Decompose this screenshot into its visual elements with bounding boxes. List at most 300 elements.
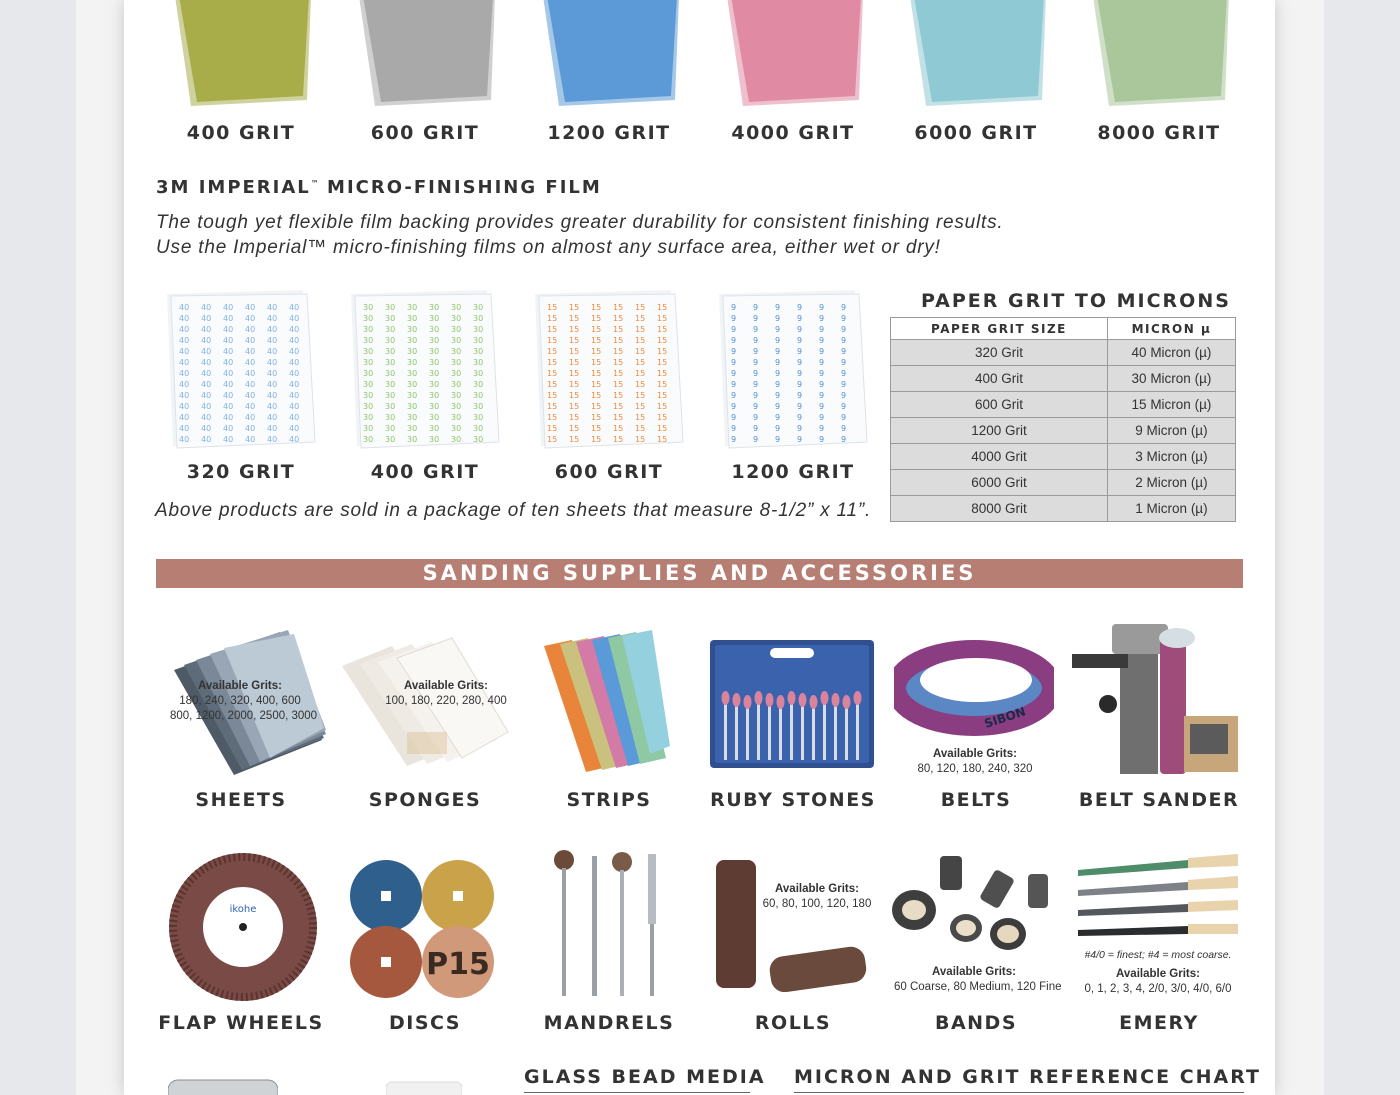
svg-text:40: 40 [223,369,234,378]
svg-text:40: 40 [223,391,234,400]
svg-text:40: 40 [267,413,278,422]
svg-text:40: 40 [179,347,190,356]
svg-text:15: 15 [613,380,624,389]
svg-text:30: 30 [385,358,396,367]
svg-text:30: 30 [429,413,440,422]
svg-text:9: 9 [775,369,781,378]
svg-text:30: 30 [473,391,484,400]
micron-cell: 1 Micron (µ) [1107,496,1235,522]
svg-text:15: 15 [547,325,558,334]
svg-text:9: 9 [775,358,781,367]
svg-text:30: 30 [473,369,484,378]
svg-text:9: 9 [775,413,781,422]
top-sheet-label: 8000 GRIT [1097,122,1221,144]
top-sheet-label: 400 GRIT [186,122,296,144]
film-sheet-image[interactable] [347,290,503,450]
svg-text:40: 40 [223,347,234,356]
svg-text:40: 40 [245,435,256,444]
top-sheet-image[interactable] [345,0,505,106]
svg-text:40: 40 [223,413,234,422]
accessory-label[interactable]: SHEETS [195,789,287,811]
svg-text:30: 30 [429,380,440,389]
svg-text:15: 15 [547,358,558,367]
svg-text:15: 15 [591,369,602,378]
svg-text:15: 15 [635,358,646,367]
svg-text:30: 30 [407,336,418,345]
accessory-label[interactable]: SPONGES [368,789,482,811]
svg-text:9: 9 [797,369,803,378]
svg-text:9: 9 [753,303,759,312]
svg-text:30: 30 [363,369,374,378]
svg-text:9: 9 [731,435,737,444]
flap-wheels-image[interactable] [168,852,318,1002]
svg-text:40: 40 [267,391,278,400]
svg-text:15: 15 [591,314,602,323]
svg-text:9: 9 [731,347,737,356]
svg-text:15: 15 [613,358,624,367]
svg-text:15: 15 [635,303,646,312]
svg-text:30: 30 [407,369,418,378]
svg-text:40: 40 [289,336,300,345]
partial-product-image-left [168,1070,278,1095]
top-sheet-label: 600 GRIT [370,122,480,144]
svg-text:40: 40 [245,402,256,411]
svg-text:9: 9 [731,358,737,367]
svg-text:40: 40 [223,424,234,433]
grit-table-title: PAPER GRIT TO MICRONS [921,290,1231,312]
accessory-label[interactable]: RUBY STONES [710,789,876,811]
micron-cell: 9 Micron (µ) [1107,418,1235,444]
svg-text:30: 30 [429,336,440,345]
svg-text:15: 15 [591,303,602,312]
svg-text:9: 9 [797,413,803,422]
svg-text:30: 30 [363,402,374,411]
svg-text:40: 40 [223,380,234,389]
svg-text:30: 30 [473,358,484,367]
svg-text:9: 9 [841,336,847,345]
grit-size-cell: 600 Grit [891,392,1108,418]
film-label: 600 GRIT [554,461,664,483]
svg-text:40: 40 [289,325,300,334]
rolls-available-grits: Available Grits: 60, 80, 100, 120, 180 [762,883,872,910]
film-sheet-image[interactable] [531,290,687,450]
svg-text:40: 40 [201,435,212,444]
svg-text:40: 40 [267,402,278,411]
belts-brand-text: SIBON [982,704,1028,731]
svg-text:9: 9 [819,380,825,389]
belt-sander-image[interactable] [1072,624,1238,778]
svg-text:9: 9 [775,424,781,433]
accessory-label[interactable]: ROLLS [754,1012,832,1034]
rolls-image[interactable] [714,856,878,992]
svg-text:30: 30 [451,314,462,323]
svg-text:9: 9 [797,380,803,389]
film-label: 1200 GRIT [731,461,855,483]
svg-text:30: 30 [385,325,396,334]
partial-product-image-jar [386,1078,462,1095]
svg-text:15: 15 [613,336,624,345]
svg-text:30: 30 [385,413,396,422]
svg-text:30: 30 [407,402,418,411]
svg-text:40: 40 [289,347,300,356]
svg-text:40: 40 [289,314,300,323]
svg-text:9: 9 [841,314,847,323]
svg-text:15: 15 [657,413,668,422]
micron-cell: 3 Micron (µ) [1107,444,1235,470]
svg-text:9: 9 [731,303,737,312]
svg-text:9: 9 [775,380,781,389]
svg-text:40: 40 [179,303,190,312]
svg-text:40: 40 [245,358,256,367]
svg-text:40: 40 [245,347,256,356]
top-sheet-image[interactable] [713,0,873,106]
svg-text:30: 30 [363,336,374,345]
top-sheet-image[interactable] [161,0,321,106]
svg-text:15: 15 [547,369,558,378]
svg-text:15: 15 [591,336,602,345]
svg-text:40: 40 [179,391,190,400]
belts-available-grits: Available Grits: 80, 120, 180, 240, 320 [917,748,1033,775]
svg-text:30: 30 [363,424,374,433]
svg-text:15: 15 [613,369,624,378]
accessory-label[interactable]: BELTS [940,789,1012,811]
svg-text:15: 15 [569,402,580,411]
accessory-label[interactable]: BELT SANDER [1078,789,1240,811]
svg-text:9: 9 [775,336,781,345]
svg-text:40: 40 [267,325,278,334]
svg-text:40: 40 [289,380,300,389]
svg-text:15: 15 [657,303,668,312]
svg-text:9: 9 [797,336,803,345]
svg-text:30: 30 [429,402,440,411]
svg-text:40: 40 [289,358,300,367]
grit-size-cell: 400 Grit [891,366,1108,392]
svg-text:30: 30 [407,303,418,312]
grit-table-row [891,496,1236,522]
svg-text:30: 30 [407,358,418,367]
ruby-stones-image[interactable] [710,640,874,770]
belts-image[interactable] [894,636,1054,746]
svg-text:15: 15 [569,391,580,400]
svg-text:9: 9 [819,336,825,345]
svg-text:15: 15 [569,369,580,378]
svg-text:40: 40 [201,402,212,411]
svg-text:40: 40 [201,303,212,312]
bands-image[interactable] [890,852,1050,956]
emery-grit-note: #4/0 = finest; #4 = most coarse. [1084,949,1232,961]
svg-text:9: 9 [797,303,803,312]
svg-text:30: 30 [429,303,440,312]
svg-text:30: 30 [429,347,440,356]
svg-text:9: 9 [797,347,803,356]
film-section-title: 3M IMPERIAL™ MICRO-FINISHING FILM [156,177,602,198]
accessory-label[interactable]: MANDRELS [543,1012,675,1034]
svg-text:15: 15 [657,424,668,433]
svg-text:40: 40 [245,391,256,400]
svg-text:30: 30 [385,402,396,411]
flap-wheel-brand-text: ikohe [229,904,257,915]
top-sheet-image[interactable] [529,0,689,106]
svg-text:30: 30 [407,413,418,422]
svg-text:30: 30 [429,325,440,334]
top-sheet-label: 1200 GRIT [547,122,671,144]
svg-text:15: 15 [591,424,602,433]
film-label: 320 GRIT [186,461,296,483]
film-description-line-1: The tough yet flexible film backing provides greater durability for consistent finishing results. [156,212,1004,233]
svg-text:40: 40 [267,336,278,345]
svg-text:15: 15 [547,391,558,400]
svg-text:9: 9 [797,435,803,444]
svg-text:40: 40 [245,380,256,389]
svg-text:40: 40 [201,325,212,334]
svg-text:9: 9 [753,380,759,389]
top-sheet-image[interactable] [896,0,1056,106]
svg-text:9: 9 [797,358,803,367]
emery-image[interactable] [1078,852,1238,942]
svg-text:15: 15 [591,402,602,411]
svg-text:40: 40 [201,336,212,345]
svg-text:9: 9 [841,391,847,400]
svg-text:15: 15 [569,347,580,356]
svg-text:30: 30 [407,347,418,356]
accessory-label[interactable]: FLAP WHEELS [158,1012,324,1034]
svg-text:30: 30 [473,424,484,433]
grit-table-row [891,366,1236,392]
emery-available-grits: Available Grits: 0, 1, 2, 3, 4, 2/0, 3/0, 4/0, 6/0 [1084,968,1232,995]
svg-text:30: 30 [407,325,418,334]
svg-text:9: 9 [819,347,825,356]
svg-text:40: 40 [289,424,300,433]
svg-text:40: 40 [179,369,190,378]
svg-text:15: 15 [613,435,624,444]
svg-text:30: 30 [451,380,462,389]
grit-table-row [891,470,1236,496]
grit-table-header-micron: MICRON µ [1107,318,1235,340]
accessory-label[interactable]: STRIPS [566,789,652,811]
svg-text:40: 40 [179,402,190,411]
film-sheet-image[interactable] [163,290,319,450]
svg-text:9: 9 [731,314,737,323]
svg-text:40: 40 [289,435,300,444]
accessory-label[interactable]: EMERY [1119,1012,1199,1034]
svg-text:15: 15 [613,347,624,356]
grit-size-cell: 1200 Grit [891,418,1108,444]
svg-text:40: 40 [267,369,278,378]
svg-text:9: 9 [775,325,781,334]
svg-text:40: 40 [179,358,190,367]
svg-text:40: 40 [179,424,190,433]
svg-text:15: 15 [635,380,646,389]
svg-text:30: 30 [473,413,484,422]
svg-text:40: 40 [245,424,256,433]
film-sheet-image[interactable] [715,290,871,450]
svg-text:15: 15 [591,325,602,334]
sponges-available-grits: Available Grits: 100, 180, 220, 280, 400 [385,680,507,707]
svg-text:40: 40 [289,369,300,378]
svg-text:15: 15 [657,325,668,334]
svg-text:30: 30 [451,336,462,345]
svg-text:30: 30 [451,325,462,334]
svg-text:15: 15 [591,391,602,400]
svg-text:9: 9 [731,380,737,389]
svg-text:30: 30 [385,424,396,433]
svg-text:9: 9 [819,325,825,334]
svg-text:40: 40 [245,369,256,378]
glass-bead-media-heading: GLASS BEAD MEDIA [524,1066,766,1088]
svg-text:40: 40 [245,303,256,312]
svg-text:40: 40 [267,358,278,367]
svg-text:40: 40 [245,314,256,323]
svg-text:9: 9 [731,369,737,378]
svg-text:30: 30 [429,314,440,323]
svg-text:9: 9 [731,402,737,411]
svg-text:9: 9 [753,347,759,356]
svg-text:40: 40 [289,413,300,422]
svg-text:15: 15 [547,424,558,433]
grit-size-cell: 8000 Grit [891,496,1108,522]
grit-table-row [891,444,1236,470]
svg-text:9: 9 [841,303,847,312]
strips-image[interactable] [542,626,672,776]
svg-text:9: 9 [753,424,759,433]
svg-text:9: 9 [841,402,847,411]
svg-text:40: 40 [223,336,234,345]
svg-text:9: 9 [753,369,759,378]
svg-text:30: 30 [363,347,374,356]
sheets-available-grits: Available Grits: 180, 240, 320, 400, 600 800, 1200, 2000, 2500, 3000 [170,680,318,722]
svg-text:9: 9 [753,435,759,444]
grit-to-microns-table [890,317,1236,522]
svg-text:15: 15 [569,424,580,433]
svg-text:30: 30 [473,336,484,345]
svg-text:30: 30 [451,347,462,356]
package-note: Above products are sold in a package of ten sheets that measure 8-1/2” x 11”. [155,500,872,521]
svg-text:9: 9 [753,358,759,367]
svg-text:30: 30 [407,314,418,323]
svg-text:15: 15 [635,336,646,345]
svg-text:15: 15 [547,314,558,323]
svg-text:40: 40 [179,435,190,444]
svg-text:15: 15 [635,435,646,444]
svg-text:40: 40 [223,358,234,367]
top-sheet-image[interactable] [1079,0,1239,106]
grit-table-header-grit: PAPER GRIT SIZE [891,318,1108,340]
svg-text:9: 9 [819,369,825,378]
svg-text:15: 15 [635,424,646,433]
svg-text:15: 15 [613,391,624,400]
top-sheet-label: 4000 GRIT [731,122,855,144]
grit-size-cell: 4000 Grit [891,444,1108,470]
svg-text:15: 15 [547,413,558,422]
svg-text:30: 30 [451,358,462,367]
bands-available-grits: Available Grits: 60 Coarse, 80 Medium, 120 Fine [894,966,1062,993]
svg-text:9: 9 [753,413,759,422]
svg-text:30: 30 [451,391,462,400]
svg-text:40: 40 [267,424,278,433]
accessory-label[interactable]: DISCS [388,1012,461,1034]
svg-text:30: 30 [429,369,440,378]
svg-text:15: 15 [547,347,558,356]
svg-text:9: 9 [819,314,825,323]
svg-text:9: 9 [753,402,759,411]
svg-text:9: 9 [841,347,847,356]
svg-text:9: 9 [731,325,737,334]
reference-chart-rule [794,1092,1244,1093]
svg-text:15: 15 [547,380,558,389]
micron-cell: 2 Micron (µ) [1107,470,1235,496]
svg-text:15: 15 [635,391,646,400]
svg-text:15: 15 [547,402,558,411]
reference-chart-heading: MICRON AND GRIT REFERENCE CHART [794,1066,1261,1088]
svg-text:30: 30 [451,413,462,422]
svg-text:40: 40 [267,435,278,444]
mandrels-image[interactable] [544,848,664,998]
svg-text:40: 40 [223,435,234,444]
svg-text:40: 40 [179,314,190,323]
svg-text:9: 9 [841,325,847,334]
accessory-label[interactable]: BANDS [934,1012,1018,1034]
svg-text:9: 9 [753,314,759,323]
svg-text:30: 30 [473,347,484,356]
svg-text:30: 30 [451,402,462,411]
micron-cell: 40 Micron (µ) [1107,340,1235,366]
svg-text:30: 30 [385,303,396,312]
svg-text:40: 40 [289,391,300,400]
svg-text:15: 15 [657,380,668,389]
svg-text:40: 40 [201,314,212,323]
grit-table-row [891,392,1236,418]
svg-text:15: 15 [547,336,558,345]
svg-text:15: 15 [613,413,624,422]
svg-text:40: 40 [223,325,234,334]
svg-text:15: 15 [591,358,602,367]
svg-text:30: 30 [363,314,374,323]
catalog-page[interactable] [124,0,1275,1095]
svg-text:15: 15 [613,303,624,312]
svg-text:40: 40 [223,314,234,323]
svg-text:9: 9 [731,336,737,345]
svg-text:30: 30 [473,435,484,444]
svg-text:9: 9 [819,424,825,433]
film-label: 400 GRIT [370,461,480,483]
discs-image[interactable] [350,858,496,1000]
svg-text:9: 9 [797,402,803,411]
svg-text:15: 15 [569,435,580,444]
svg-text:40: 40 [223,402,234,411]
svg-text:30: 30 [385,314,396,323]
svg-text:15: 15 [547,435,558,444]
svg-text:15: 15 [657,347,668,356]
svg-text:9: 9 [819,358,825,367]
svg-text:30: 30 [473,325,484,334]
svg-text:40: 40 [179,325,190,334]
svg-text:15: 15 [657,369,668,378]
svg-text:30: 30 [473,303,484,312]
svg-text:15: 15 [613,325,624,334]
svg-text:40: 40 [201,391,212,400]
svg-text:15: 15 [569,336,580,345]
svg-text:9: 9 [753,336,759,345]
svg-text:15: 15 [613,424,624,433]
grit-table-row [891,340,1236,366]
svg-text:30: 30 [473,402,484,411]
svg-text:9: 9 [797,424,803,433]
svg-text:9: 9 [775,402,781,411]
svg-text:9: 9 [753,391,759,400]
svg-text:9: 9 [775,314,781,323]
svg-text:30: 30 [451,435,462,444]
svg-text:30: 30 [429,391,440,400]
